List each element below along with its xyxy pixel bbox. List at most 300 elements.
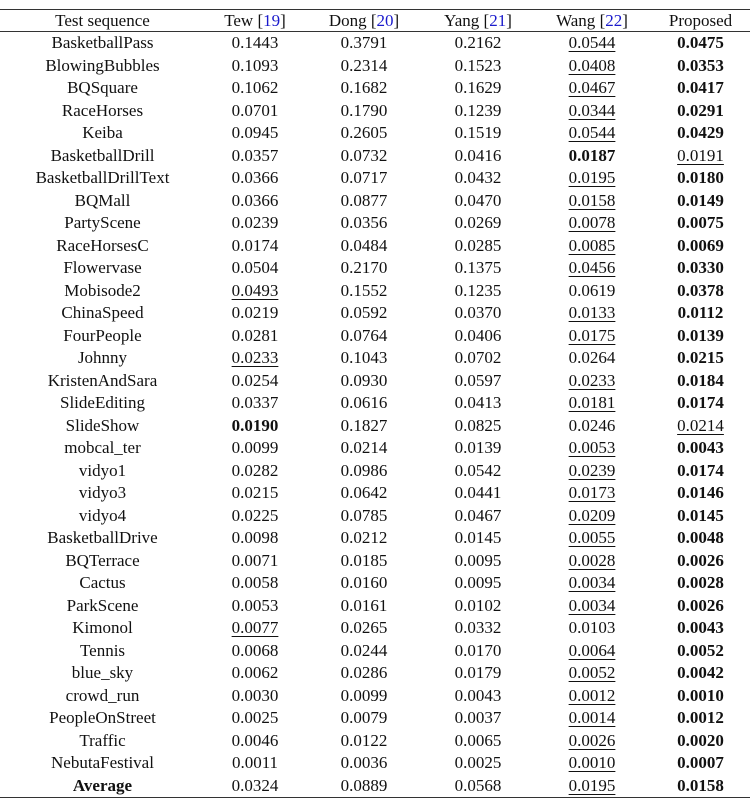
table-row <box>0 595 750 618</box>
value-cell <box>651 640 750 663</box>
value-cell <box>205 437 305 460</box>
value-text: 0.1790 <box>340 100 388 120</box>
value-cell <box>533 302 651 325</box>
sequence-name: Kimonol <box>72 618 133 638</box>
value-cell <box>423 595 533 618</box>
value-cell <box>423 280 533 303</box>
value-cell <box>305 347 423 370</box>
value-text: 0.0173 <box>568 483 616 503</box>
value-text: 0.0291 <box>677 100 724 120</box>
value-text: 0.0026 <box>568 730 616 750</box>
value-text: 0.0378 <box>677 280 724 300</box>
value-text: 0.0103 <box>568 618 616 638</box>
sequence-name: RaceHorsesC <box>56 235 149 255</box>
value-text: 0.1235 <box>454 280 502 300</box>
value-text: 0.0161 <box>340 595 388 615</box>
value-text: 0.0370 <box>454 303 502 323</box>
value-cell <box>651 662 750 685</box>
table-row <box>0 77 750 100</box>
value-cell <box>651 302 750 325</box>
value-text: 0.0504 <box>231 258 279 278</box>
value-cell <box>533 145 651 168</box>
value-text: 0.2162 <box>454 33 502 53</box>
value-text: 0.1519 <box>454 123 502 143</box>
sequence-name: NebutaFestival <box>51 753 154 773</box>
table-row <box>0 527 750 550</box>
value-cell <box>305 595 423 618</box>
value-text: 0.0357 <box>231 145 279 165</box>
value-cell <box>305 280 423 303</box>
value-text: 0.0036 <box>340 753 388 773</box>
value-text: 0.0616 <box>340 393 388 413</box>
value-cell <box>205 347 305 370</box>
value-text: 0.0190 <box>231 415 279 435</box>
value-cell <box>205 122 305 145</box>
value-text: 0.0286 <box>340 663 388 683</box>
value-cell <box>533 347 651 370</box>
value-text: 0.0069 <box>677 235 724 255</box>
value-cell <box>423 482 533 505</box>
value-cell <box>305 77 423 100</box>
value-text: 0.0146 <box>677 483 724 503</box>
value-text: 0.0098 <box>231 528 279 548</box>
value-cell <box>651 212 750 235</box>
value-text: 0.0160 <box>340 573 388 593</box>
value-cell <box>533 752 651 775</box>
value-text: 0.0597 <box>454 370 502 390</box>
value-text: 0.0075 <box>677 213 724 233</box>
header-yang: Yang [21] <box>444 11 512 30</box>
value-cell <box>205 775 305 798</box>
value-text: 0.0246 <box>568 415 616 435</box>
value-text: 0.0214 <box>677 415 724 435</box>
value-text: 0.0158 <box>677 775 724 795</box>
sequence-name: Cactus <box>79 573 126 593</box>
value-cell <box>651 617 750 640</box>
value-cell <box>423 212 533 235</box>
value-text: 0.0254 <box>231 370 279 390</box>
value-cell <box>533 55 651 78</box>
value-cell <box>305 662 423 685</box>
value-cell <box>651 460 750 483</box>
value-cell <box>305 527 423 550</box>
value-text: 0.0484 <box>340 235 388 255</box>
value-text: 0.0889 <box>340 775 388 795</box>
value-text: 0.0025 <box>454 753 502 773</box>
value-cell <box>651 122 750 145</box>
value-cell <box>305 392 423 415</box>
value-text: 0.0043 <box>677 438 724 458</box>
value-cell <box>305 415 423 438</box>
value-text: 0.1552 <box>340 280 388 300</box>
value-cell <box>651 325 750 348</box>
value-cell <box>205 190 305 213</box>
value-cell <box>423 617 533 640</box>
sequence-name: BasketballDrive <box>47 528 158 548</box>
value-text: 0.0209 <box>568 505 616 525</box>
value-text: 0.0099 <box>340 685 388 705</box>
table-row <box>0 617 750 640</box>
value-cell <box>533 617 651 640</box>
table-row <box>0 572 750 595</box>
table-row <box>0 730 750 753</box>
value-cell <box>533 437 651 460</box>
value-cell <box>423 392 533 415</box>
value-cell <box>533 640 651 663</box>
sequence-name: Flowervase <box>63 258 142 278</box>
value-text: 0.0145 <box>454 528 502 548</box>
value-cell <box>651 235 750 258</box>
value-cell <box>305 325 423 348</box>
value-cell <box>305 617 423 640</box>
value-cell <box>533 662 651 685</box>
value-text: 0.0043 <box>454 685 502 705</box>
value-text: 0.0112 <box>677 303 724 323</box>
value-cell <box>205 527 305 550</box>
sequence-name: crowd_run <box>65 685 140 705</box>
value-cell <box>651 505 750 528</box>
value-text: 0.0185 <box>340 550 388 570</box>
value-text: 0.0181 <box>568 393 616 413</box>
value-cell <box>205 32 305 55</box>
value-text: 0.0085 <box>568 235 616 255</box>
value-text: 0.0046 <box>231 730 279 750</box>
citation-link[interactable]: 21 <box>489 11 507 30</box>
table-row <box>0 32 750 55</box>
table-row <box>0 707 750 730</box>
value-text: 0.0026 <box>677 550 724 570</box>
value-text: 0.0281 <box>231 325 279 345</box>
value-cell <box>205 167 305 190</box>
value-text: 0.0416 <box>454 145 502 165</box>
value-cell <box>305 55 423 78</box>
value-cell <box>205 730 305 753</box>
table-row <box>0 685 750 708</box>
value-cell <box>423 527 533 550</box>
value-text: 0.0174 <box>677 460 724 480</box>
citation-link[interactable]: 20 <box>376 11 394 30</box>
value-cell <box>423 77 533 100</box>
value-text: 0.0475 <box>677 33 724 53</box>
value-cell <box>305 730 423 753</box>
value-text: 0.0330 <box>677 258 724 278</box>
value-text: 0.0037 <box>454 708 502 728</box>
table-row <box>0 122 750 145</box>
value-cell <box>533 77 651 100</box>
value-text: 0.2605 <box>340 123 388 143</box>
table-row <box>0 482 750 505</box>
value-text: 0.0014 <box>568 708 616 728</box>
value-cell <box>205 100 305 123</box>
value-text: 0.0353 <box>677 55 724 75</box>
table-row <box>0 190 750 213</box>
value-cell <box>533 122 651 145</box>
value-cell <box>423 730 533 753</box>
value-cell <box>305 572 423 595</box>
value-cell <box>305 190 423 213</box>
value-cell <box>651 32 750 55</box>
value-cell <box>423 460 533 483</box>
value-cell <box>205 685 305 708</box>
value-text: 0.0011 <box>231 753 279 773</box>
value-text: 0.0058 <box>231 573 279 593</box>
header-tew: Tew [19] <box>224 11 286 30</box>
value-text: 0.0052 <box>677 640 724 660</box>
value-text: 0.0184 <box>677 370 724 390</box>
value-text: 0.0042 <box>677 663 724 683</box>
value-cell <box>305 100 423 123</box>
value-cell <box>305 437 423 460</box>
value-text: 0.0285 <box>454 235 502 255</box>
value-cell <box>533 572 651 595</box>
sequence-name: Johnny <box>77 348 128 368</box>
table-row <box>0 100 750 123</box>
sequence-name: BQTerrace <box>65 550 140 570</box>
value-text: 0.0215 <box>231 483 279 503</box>
value-text: 0.0702 <box>454 348 502 368</box>
value-cell <box>651 77 750 100</box>
value-cell <box>205 77 305 100</box>
table-row <box>0 257 750 280</box>
value-text: 0.0079 <box>340 708 388 728</box>
sequence-name: RaceHorses <box>61 100 144 120</box>
value-cell <box>651 707 750 730</box>
value-text: 0.1443 <box>231 33 279 53</box>
value-cell <box>533 707 651 730</box>
value-cell <box>305 550 423 573</box>
value-cell <box>423 100 533 123</box>
value-text: 0.0264 <box>568 348 616 368</box>
value-text: 0.0195 <box>568 168 616 188</box>
value-text: 0.0034 <box>568 573 616 593</box>
value-cell <box>423 55 533 78</box>
sequence-name: BQSquare <box>67 78 138 98</box>
table-row <box>0 212 750 235</box>
table-row <box>0 752 750 775</box>
table-row <box>0 347 750 370</box>
table-row <box>0 392 750 415</box>
value-cell <box>533 100 651 123</box>
sequence-name: FourPeople <box>63 325 142 345</box>
value-cell <box>423 415 533 438</box>
value-text: 0.0324 <box>231 775 279 795</box>
sequence-name: Average <box>72 775 133 795</box>
value-text: 0.0195 <box>568 775 616 795</box>
value-cell <box>305 505 423 528</box>
value-cell <box>651 482 750 505</box>
value-text: 0.0010 <box>677 685 724 705</box>
value-text: 0.0701 <box>231 100 279 120</box>
value-cell <box>533 775 651 798</box>
value-text: 0.0214 <box>340 438 388 458</box>
value-text: 0.0025 <box>231 708 279 728</box>
value-text: 0.0265 <box>340 618 388 638</box>
value-text: 0.0356 <box>340 213 388 233</box>
value-text: 0.0945 <box>231 123 279 143</box>
sequence-name: Tennis <box>79 640 126 660</box>
table-row <box>0 415 750 438</box>
value-text: 0.0078 <box>568 213 616 233</box>
sequence-name: vidyo3 <box>78 483 127 503</box>
value-text: 0.0055 <box>568 528 616 548</box>
value-cell <box>305 370 423 393</box>
value-cell <box>205 482 305 505</box>
value-cell <box>423 572 533 595</box>
sequence-name: vidyo4 <box>78 505 127 525</box>
value-cell <box>305 707 423 730</box>
value-text: 0.0930 <box>340 370 388 390</box>
table-body <box>0 32 750 798</box>
sequence-name: PartyScene <box>64 213 141 233</box>
value-cell <box>205 280 305 303</box>
value-text: 0.2314 <box>340 55 388 75</box>
value-cell <box>205 550 305 573</box>
value-cell <box>651 55 750 78</box>
value-cell <box>423 707 533 730</box>
value-text: 0.0408 <box>568 55 616 75</box>
value-text: 0.0239 <box>568 460 616 480</box>
value-text: 0.0062 <box>231 663 279 683</box>
value-text: 0.0179 <box>454 663 502 683</box>
value-text: 0.0785 <box>340 505 388 525</box>
value-cell <box>423 505 533 528</box>
value-text: 0.0413 <box>454 393 502 413</box>
value-text: 0.0175 <box>568 325 616 345</box>
value-text: 0.0344 <box>568 100 616 120</box>
value-text: 0.0592 <box>340 303 388 323</box>
value-text: 0.0158 <box>568 190 616 210</box>
table-row <box>0 370 750 393</box>
sequence-name: ParkScene <box>66 595 139 615</box>
value-cell <box>205 235 305 258</box>
value-text: 0.1523 <box>454 55 502 75</box>
value-cell <box>205 707 305 730</box>
value-cell <box>651 145 750 168</box>
value-text: 0.0544 <box>568 123 616 143</box>
value-cell <box>423 640 533 663</box>
value-text: 0.0825 <box>454 415 502 435</box>
value-cell <box>205 370 305 393</box>
header-row <box>0 10 750 32</box>
value-text: 0.0269 <box>454 213 502 233</box>
table-row <box>0 145 750 168</box>
value-cell <box>423 775 533 798</box>
value-text: 0.0174 <box>231 235 279 255</box>
value-cell <box>533 505 651 528</box>
value-cell <box>305 752 423 775</box>
value-cell <box>533 685 651 708</box>
value-cell <box>651 190 750 213</box>
value-cell <box>305 167 423 190</box>
value-cell <box>533 167 651 190</box>
value-cell <box>533 460 651 483</box>
value-cell <box>205 640 305 663</box>
value-text: 0.0180 <box>677 168 724 188</box>
value-text: 0.0619 <box>568 280 616 300</box>
value-cell <box>423 190 533 213</box>
value-cell <box>305 32 423 55</box>
sequence-name: SlideEditing <box>60 393 145 413</box>
value-text: 0.0012 <box>568 685 616 705</box>
value-text: 0.0717 <box>340 168 388 188</box>
value-text: 0.0026 <box>677 595 724 615</box>
value-cell <box>305 482 423 505</box>
value-cell <box>423 122 533 145</box>
value-cell <box>651 775 750 798</box>
value-cell <box>423 685 533 708</box>
value-text: 0.0043 <box>677 618 724 638</box>
value-text: 0.0071 <box>231 550 279 570</box>
value-text: 0.0122 <box>340 730 388 750</box>
value-text: 0.0191 <box>677 145 724 165</box>
value-text: 0.0174 <box>677 393 724 413</box>
value-cell <box>305 640 423 663</box>
citation-link[interactable]: 19 <box>263 11 281 30</box>
value-text: 0.2170 <box>340 258 388 278</box>
sequence-name: vidyo1 <box>78 460 127 480</box>
value-text: 0.0470 <box>454 190 502 210</box>
sequence-name: Keiba <box>82 123 123 143</box>
value-cell <box>651 572 750 595</box>
sequence-name: Traffic <box>79 730 126 750</box>
value-text: 0.0282 <box>231 460 279 480</box>
value-text: 0.0493 <box>231 280 279 300</box>
table-row <box>0 325 750 348</box>
value-text: 0.1043 <box>340 348 388 368</box>
value-cell <box>205 505 305 528</box>
value-cell <box>533 730 651 753</box>
value-text: 0.0028 <box>677 573 724 593</box>
value-cell <box>423 167 533 190</box>
value-text: 0.0732 <box>340 145 388 165</box>
value-cell <box>533 257 651 280</box>
value-text: 0.0068 <box>231 640 279 660</box>
value-cell <box>305 775 423 798</box>
value-text: 0.0149 <box>677 190 724 210</box>
value-text: 0.1375 <box>454 258 502 278</box>
table-row <box>0 662 750 685</box>
table-row <box>0 235 750 258</box>
value-cell <box>423 145 533 168</box>
value-text: 0.0244 <box>340 640 388 660</box>
value-cell <box>651 392 750 415</box>
header-dong: Dong [20] <box>328 11 400 30</box>
value-cell <box>305 145 423 168</box>
value-cell <box>423 752 533 775</box>
value-cell <box>205 595 305 618</box>
value-cell <box>651 730 750 753</box>
value-text: 0.0332 <box>454 618 502 638</box>
sequence-name: KristenAndSara <box>47 370 158 390</box>
value-text: 0.0095 <box>454 550 502 570</box>
value-text: 0.0053 <box>231 595 279 615</box>
table-row <box>0 550 750 573</box>
value-text: 0.0429 <box>677 123 724 143</box>
value-cell <box>305 257 423 280</box>
sequence-name: ChinaSpeed <box>61 303 144 323</box>
value-cell <box>533 482 651 505</box>
value-text: 0.0139 <box>677 325 724 345</box>
value-text: 0.0064 <box>568 640 616 660</box>
value-cell <box>205 392 305 415</box>
value-cell <box>533 32 651 55</box>
value-cell <box>205 617 305 640</box>
table-row <box>0 437 750 460</box>
citation-link[interactable]: 22 <box>605 11 623 30</box>
value-cell <box>651 595 750 618</box>
value-text: 0.0020 <box>677 730 724 750</box>
value-cell <box>423 437 533 460</box>
